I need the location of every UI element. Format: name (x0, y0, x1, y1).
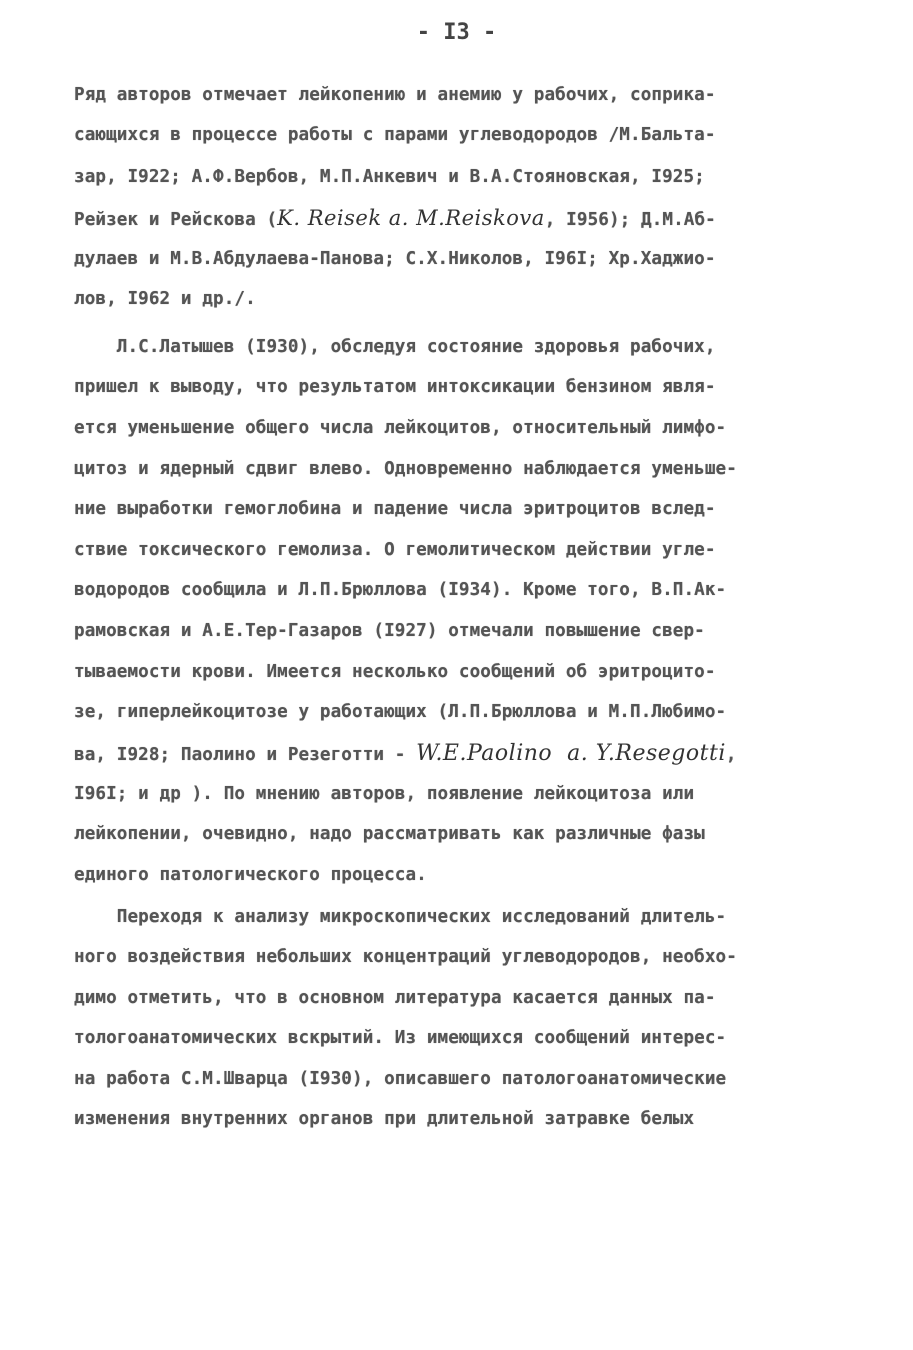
text-line: димо отметить, что в основном литература касается данных па- (74, 988, 716, 1008)
text-line: на работа С.М.Шварца (I930), описавшего патологоанатомические (74, 1069, 727, 1089)
text-line: изменения внутренних органов при длительной затравке белых (74, 1109, 695, 1129)
text-line: дулаев и М.В.Абдулаева-Панова; С.Х.Николов, I96I; Хр.Хаджио- (74, 249, 716, 269)
text-line: лов, I962 и др./. (74, 289, 256, 309)
text-line: сающихся в процессе работы с парами углеводородов /М.Бальта- (74, 125, 716, 145)
text-line: ствие токсического гемолиза. О гемолитическом действии угле- (74, 540, 716, 560)
text-line: I96I; и др ). По мнению авторов, появление лейкоцитоза или (74, 784, 695, 804)
text-line: ного воздействия небольших концентраций углеводородов, необхо- (74, 947, 737, 967)
text-line: лейкопении, очевидно, надо рассматривать как различные фазы (74, 824, 705, 844)
text-line: зар, I922; А.Ф.Вербов, М.П.Анкевич и В.А.Стояновская, I925; (74, 167, 705, 187)
text-line: единого патологического процесса. (74, 865, 427, 885)
text-line: Ряд авторов отмечает лейкопению и анемию у рабочих, соприка- (74, 85, 716, 105)
text-line: Рейзек и Рейскова (K. Reisek a. M.Reiskova, I956); Д.М.Аб- (74, 206, 716, 230)
text-line: водородов сообщила и Л.П.Брюллова (I934). Кроме того, В.П.Ак- (74, 580, 727, 600)
text-line: рамовская и А.Е.Тер-Газаров (I927) отмечали повышение свер- (74, 621, 705, 641)
text-line: пришел к выводу, что результатом интоксикации бензином явля- (74, 377, 716, 397)
text-line: ется уменьшение общего числа лейкоцитов, относительный лимфо- (74, 418, 727, 438)
text-line: зе, гиперлейкоцитозе у работающих (Л.П.Брюллова и М.П.Любимо- (74, 702, 727, 722)
text-line: ва, I928; Паолино и Резеготти - W.E.Paolino a. Y.Resegotti, (74, 741, 737, 766)
text-line: ние выработки гемоглобина и падение числа эритроцитов вслед- (74, 499, 716, 519)
handwritten-citation: W.E.Paolino a. Y.Resegotti (416, 741, 726, 766)
text-line: тологоанатомических вскрытий. Из имеющихся сообщений интерес- (74, 1028, 727, 1048)
text-line: Л.С.Латышев (I930), обследуя состояние здоровья рабочих, (74, 337, 716, 357)
text-line: Переходя к анализу микроскопических исследований длитель- (74, 907, 727, 927)
text-line: тываемости крови. Имеется несколько сообщений об эритроцито- (74, 662, 716, 682)
handwritten-citation: K. Reisek a. M.Reiskova (277, 206, 545, 230)
page-number: - I3 - (416, 20, 497, 45)
text-line: цитоз и ядерный сдвиг влево. Одновременно наблюдается уменьше- (74, 459, 737, 479)
